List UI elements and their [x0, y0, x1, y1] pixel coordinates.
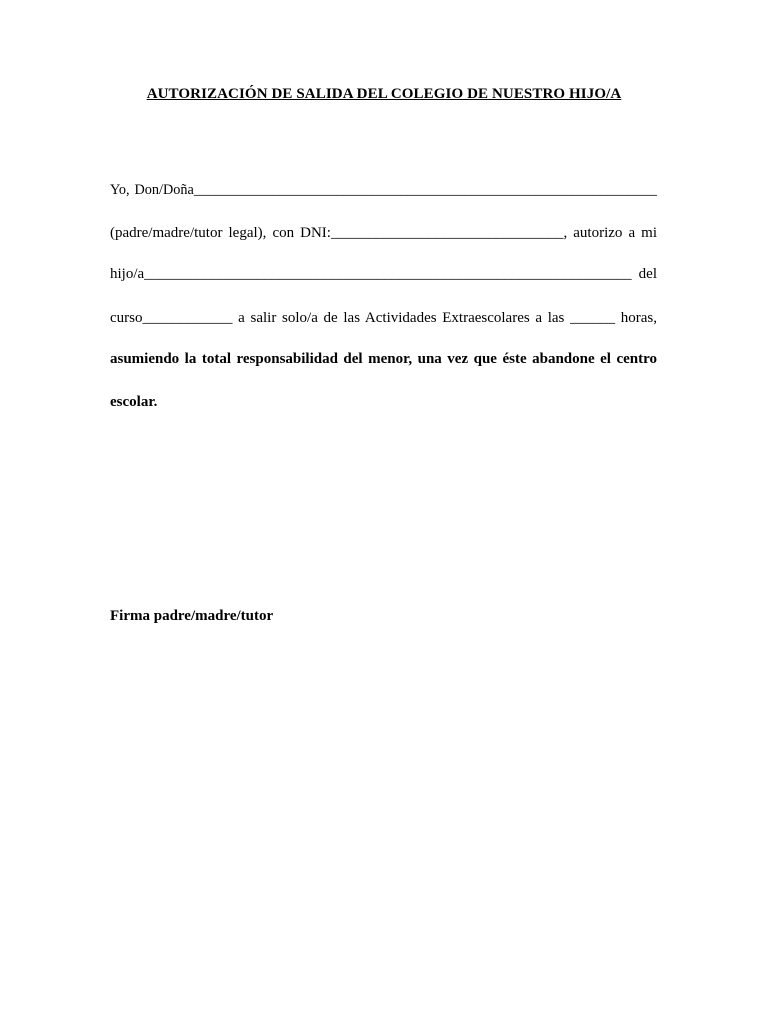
paragraph-line: hijo/a_________________________________________________________________ del	[110, 266, 657, 282]
paragraph-line: Yo, Don/Doña_________________________________________________________________	[110, 182, 657, 198]
signature-label: Firma padre/madre/tutor	[110, 608, 274, 624]
paragraph-line: (padre/madre/tutor legal), con DNI:_______________________________, autorizo a mi	[110, 225, 657, 241]
paragraph-line: curso____________ a salir solo/a de las Actividades Extraescolares a las ______ horas,	[110, 310, 657, 326]
paragraph-line-bold: asumiendo la total responsabilidad del menor, una vez que éste abandone el centro	[110, 351, 657, 367]
paragraph-line-bold: escolar.	[110, 394, 158, 410]
document-title: AUTORIZACIÓN DE SALIDA DEL COLEGIO DE NUESTRO HIJO/A	[146, 86, 622, 102]
